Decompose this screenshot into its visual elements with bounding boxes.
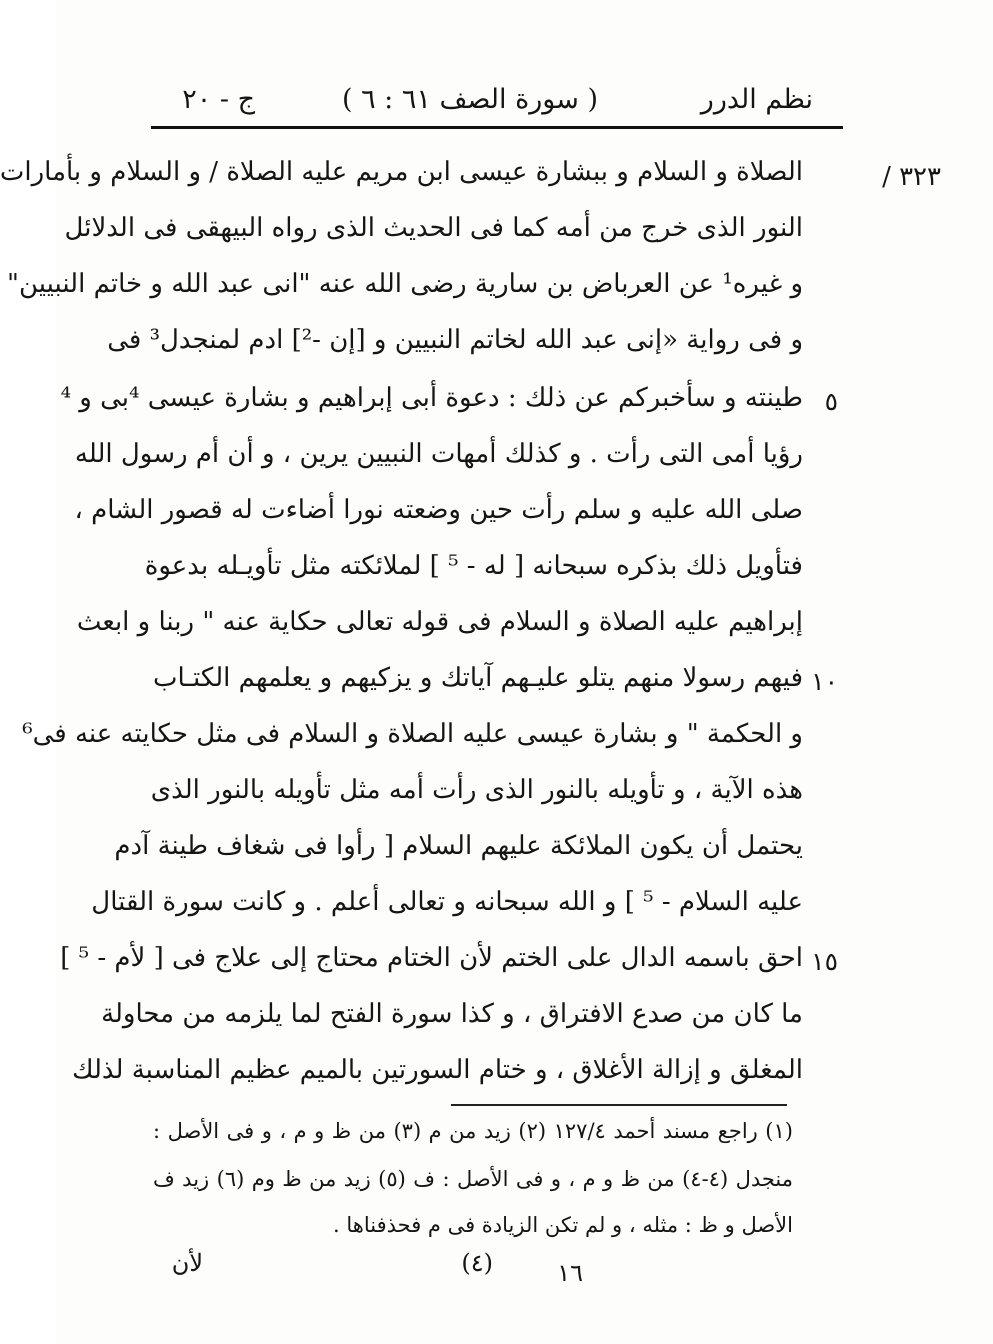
text-line: فيهم رسولا منهم يتلو عليـهم آياتك و يزكيهم و يعلمهم الكتـاب	[153, 663, 803, 693]
line-number: ٥	[824, 387, 838, 416]
footnote-line: (١) راجع مسند أحمد ١٢٧/٤ (٢) زيد من م (٣) من ظ و م ، و فى الأصل :	[153, 1119, 793, 1143]
text-line: طينته و سأخبركم عن ذلك : دعوة أبى إبراهيم و بشارة عيسى ⁴بى و ⁴	[60, 383, 803, 413]
text-line: ما كان من صدع الافتراق ، و كذا سورة الفتح لما يلزمه من محاولة	[101, 999, 803, 1029]
line-number: ١٠	[811, 667, 838, 696]
text-line: رؤيا أمى التى رأت . و كذلك أمهات النبيين يرين ، و أن أم رسول الله	[74, 439, 803, 469]
text-line: المغلق و إزالة الأغلاق ، و ختام السورتين بالميم عظيم المناسبة لذلك	[72, 1055, 803, 1085]
line-number: ١٥	[811, 947, 838, 976]
surah-reference: ( سورة الصف ٦١ : ٦ )	[341, 84, 598, 115]
footnote-line: منجدل (٤-٤) من ظ و م ، و فى الأصل : ف (٥) زيد من ظ وم (٦) زيد ف	[153, 1167, 793, 1191]
manuscript-folio-marker: ٣٢٣ /	[882, 162, 941, 192]
text-line: صلى الله عليه و سلم رأت حين وضعته نورا أضاءت له قصور الشام ،	[74, 495, 803, 525]
page-number: ١٦	[557, 1259, 583, 1287]
text-line: احق باسمه الدال على الختم لأن الختام محتاج إلى علاج فى [ لأم - ⁵ ]	[60, 943, 803, 973]
header-rule	[151, 126, 843, 129]
text-line: و غيره¹ عن العرباض بن سارية رضى الله عنه "انى عبد الله و خاتم النبيين"	[7, 269, 803, 299]
text-line: هذه الآية ، و تأويله بالنور الذى رأت أمه مثل تأويله بالنور الذى	[150, 775, 803, 805]
text-line: و فى رواية «إنى عبد الله لخاتم النبيين و [إن -²] ادم لمنجدل³ فى	[107, 325, 803, 355]
running-title: نظم الدرر	[700, 84, 813, 115]
text-line: عليه السلام - ⁵ ] و الله سبحانه و تعالى أعلم . و كانت سورة القتال	[91, 887, 803, 917]
text-line: إبراهيم عليه الصلاة و السلام فى قوله تعالى حكاية عنه " ربنا و ابعث	[76, 607, 803, 637]
text-line: الصلاة و السلام و ببشارة عيسى ابن مريم عليه الصلاة / و السلام و بأمارات	[0, 157, 803, 187]
footnote-rule	[451, 1104, 787, 1106]
text-line: فتأويل ذلك بذكره سبحانه [ له - ⁵ ] لملائكته مثل تأويـله بدعوة	[144, 551, 803, 581]
catchword: لأن	[171, 1249, 203, 1277]
text-line: النور الذى خرج من أمه كما فى الحديث الذى رواه البيهقى فى الدلائل	[64, 213, 803, 243]
volume-number: ج - ٢٠	[182, 84, 255, 115]
footnote-line: الأصل و ظ : مثله ، و لم تكن الزيادة فى م فحذفناها .	[333, 1213, 793, 1237]
text-line: و الحكمة " و بشارة عيسى عليه الصلاة و السلام فى مثل حكايته عنه فى⁶	[22, 719, 803, 749]
signature-mark: (٤)	[461, 1249, 493, 1277]
text-line: يحتمل أن يكون الملائكة عليهم السلام [ رأوا فى شغاف طينة آدم	[114, 831, 803, 861]
